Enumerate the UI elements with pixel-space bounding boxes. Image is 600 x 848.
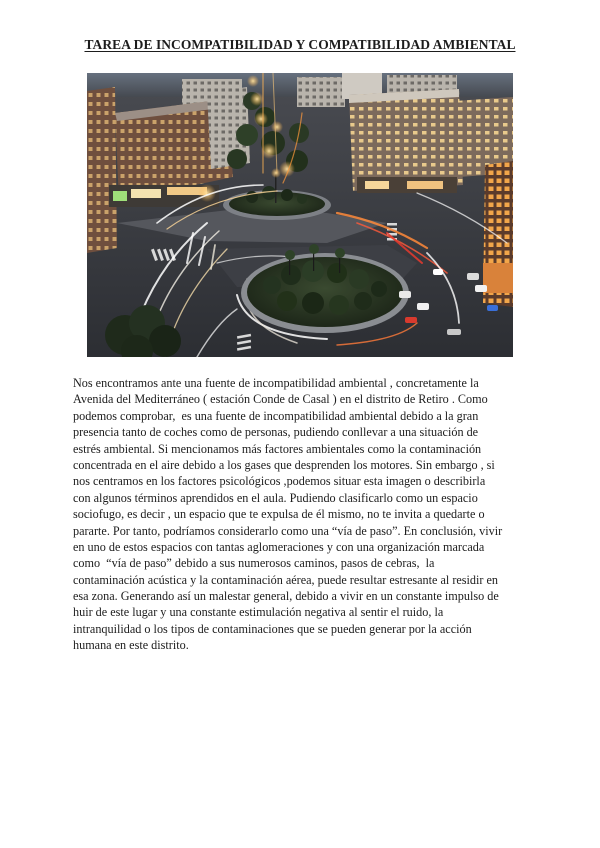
body-line: con algunos términos aprendidos en el aula. Pudiendo clasificarlo como un espacio	[73, 490, 478, 505]
document-title: TAREA DE INCOMPATIBILIDAD Y COMPATIBILIDAD AMBIENTAL	[84, 37, 516, 52]
body-line: huir de este lugar y una constante estimulación negativa al sentir el ruido, la	[73, 605, 444, 620]
body-line: sociofugo, es decir , un espacio que te expulsa de él mismo, no te invita a quedarte o	[73, 507, 485, 522]
body-line: humana en este distrito.	[73, 638, 189, 653]
body-line: estrés ambiental. Si mencionamos más factores ambientales como la contaminación	[73, 441, 482, 456]
body-line: en uno de estos espacios con tantas aglomeraciones y con una organización marcada	[73, 539, 485, 554]
city-roundabout-photo	[87, 73, 513, 357]
body-line: podemos comprobar, es una fuente de incompatibilidad ambiental debido a la gran	[73, 408, 479, 423]
body-line: Avenida del Mediterráneo ( estación Conde de Casal ) en el distrito de Retiro . Como	[73, 392, 488, 407]
body-line: intranquilidad o los tipos de contaminaciones que se pueden generar por la acción	[73, 621, 472, 636]
body-paragraph	[73, 375, 543, 654]
body-line: concentrada en el aire debido a los gases que desprenden los motores. Sin embargo , si	[73, 457, 495, 472]
photo-illustration	[87, 73, 513, 357]
body-line: pararte. Por tanto, podríamos considerarlo como una “vía de paso”. En conclusión, vivir	[73, 523, 503, 538]
body-line: presencia tanto de coches como de personas, pudiendo conllevar a una situación de	[73, 425, 479, 440]
body-line: nos centramos en los factores psicológicos ,podemos situar esta imagen o describirla	[73, 474, 486, 489]
body-line: como “vía de paso” debido a sus numerosos caminos, pasos de cebras, la	[73, 556, 435, 571]
body-line: contaminación acústica y la contaminación aérea, puede resultar estresante al residir en	[73, 572, 499, 587]
body-line: esa zona. Generando así un malestar general, debido a vivir en un constante impulso de	[73, 589, 499, 604]
body-line: Nos encontramos ante una fuente de incompatibilidad ambiental , concretamente la	[73, 376, 479, 390]
